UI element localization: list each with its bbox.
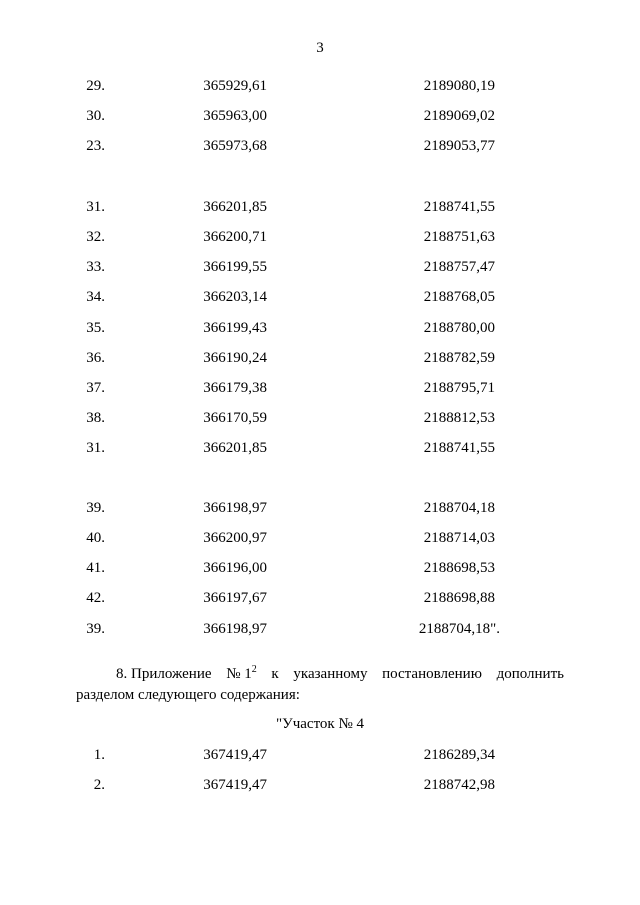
x-coordinate: 366179,38 [203, 379, 267, 396]
point-number: 31. [86, 440, 105, 457]
table-row [0, 257, 640, 287]
table-row [0, 745, 640, 775]
table-row [0, 619, 640, 649]
x-coordinate: 365963,00 [203, 108, 267, 125]
y-coordinate: 2188751,63 [423, 229, 495, 246]
point-number: 39. [86, 500, 105, 516]
table-row [0, 438, 640, 468]
point-number: 37. [86, 379, 105, 396]
y-coordinate: 2189069,02 [423, 108, 495, 125]
point-number: 1. [93, 747, 105, 763]
table-row [0, 588, 640, 618]
paragraph-word: дополнить [496, 666, 564, 682]
y-coordinate: 2188768,05 [423, 289, 495, 306]
x-coordinate: 366200,71 [203, 229, 267, 246]
y-coordinate: 2188780,00 [423, 319, 495, 336]
paragraph-word: постановлению [382, 666, 482, 682]
point-number: 32. [86, 229, 105, 246]
point-number: 29. [86, 78, 105, 94]
x-coordinate: 366199,55 [203, 259, 267, 276]
point-number: 36. [86, 349, 105, 366]
x-coordinate: 366190,24 [203, 349, 267, 366]
x-coordinate: 366197,67 [203, 590, 267, 607]
y-coordinate: 2188698,88 [423, 590, 495, 607]
point-number: 2. [93, 777, 105, 794]
y-coordinate: 2186289,34 [423, 747, 495, 763]
table-row [0, 136, 640, 166]
y-coordinate: 2188714,03 [423, 530, 495, 547]
appendix-superscript: 2 [251, 664, 257, 675]
x-coordinate: 367419,47 [203, 777, 267, 794]
paragraph-line-2: разделом следующего содержания: [76, 687, 300, 703]
paragraph-word: указанному [293, 666, 368, 682]
y-coordinate: 2188812,53 [423, 409, 495, 426]
x-coordinate: 366196,00 [203, 560, 267, 577]
x-coordinate: 367419,47 [203, 747, 267, 763]
page-number: 3 [316, 40, 324, 56]
x-coordinate: 366198,97 [203, 620, 267, 637]
section-coordinates [0, 745, 640, 805]
y-coordinate: 2188698,53 [423, 560, 495, 577]
section-title: "Участок № 4 [275, 716, 365, 732]
y-coordinate: 2188782,59 [423, 349, 495, 366]
point-number: 39. [86, 620, 105, 637]
coordinates-group-3 [0, 498, 640, 649]
y-coordinate: 2188704,18 [423, 500, 495, 516]
y-coordinate: 2188741,55 [423, 440, 495, 457]
table-row [0, 528, 640, 558]
appendix-reference: № $1^2$ [226, 664, 257, 682]
paragraph-line-1 [76, 664, 564, 685]
table-row [0, 287, 640, 317]
x-coordinate: 366199,43 [203, 319, 267, 336]
point-number: 38. [86, 409, 105, 426]
y-coordinate: 2189080,19 [423, 78, 495, 94]
table-row [0, 498, 640, 528]
y-coordinate: 2188741,55 [423, 199, 495, 215]
x-coordinate: 365929,61 [203, 78, 267, 94]
point-number: 33. [86, 259, 105, 276]
x-coordinate: 366170,59 [203, 409, 267, 426]
y-coordinate: 2188704,18". [418, 620, 500, 637]
table-row [0, 197, 640, 227]
paragraph-word: 8. Приложение [116, 666, 212, 682]
point-number: 41. [86, 560, 105, 577]
coordinates-group-1 [0, 76, 640, 166]
amendment-paragraph [76, 664, 564, 706]
point-number: 42. [86, 590, 105, 607]
x-coordinate: 366201,85 [203, 440, 267, 457]
coordinates-group-2 [0, 197, 640, 468]
table-row [0, 227, 640, 257]
point-number: 34. [86, 289, 105, 306]
point-number: 23. [86, 138, 105, 155]
y-coordinate: 2188757,47 [423, 259, 495, 276]
x-coordinate: 366201,85 [203, 199, 267, 215]
table-row [0, 558, 640, 588]
point-number: 31. [86, 199, 105, 215]
table-row [0, 348, 640, 378]
y-coordinate: 2188795,71 [423, 379, 495, 396]
paragraph-word: к [271, 666, 279, 682]
y-coordinate: 2189053,77 [423, 138, 495, 155]
x-coordinate: 366198,97 [203, 500, 267, 516]
x-coordinate: 366203,14 [203, 289, 267, 306]
table-row [0, 378, 640, 408]
table-row [0, 106, 640, 136]
table-row [0, 775, 640, 805]
point-number: 35. [86, 319, 105, 336]
x-coordinate: 366200,97 [203, 530, 267, 547]
point-number: 30. [86, 108, 105, 125]
point-number: 40. [86, 530, 105, 547]
table-row [0, 408, 640, 438]
table-row [0, 318, 640, 348]
x-coordinate: 365973,68 [203, 138, 267, 155]
table-row [0, 76, 640, 106]
y-coordinate: 2188742,98 [423, 777, 495, 794]
